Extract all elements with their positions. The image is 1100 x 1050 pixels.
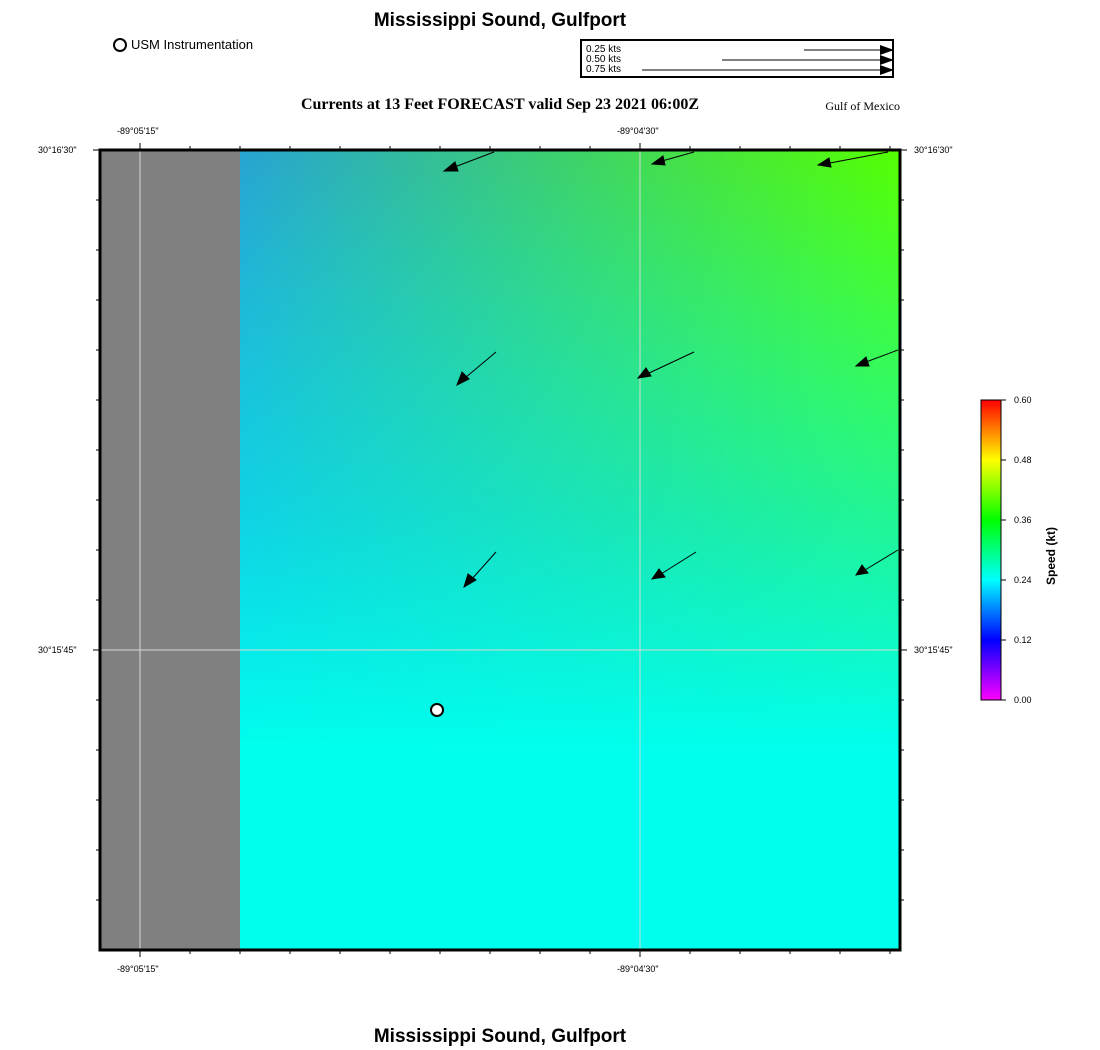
- vector-scale-label-1: 0.25 kts: [586, 44, 622, 55]
- colorbar-tick-label: 0.24: [1014, 575, 1032, 585]
- map-title: Mississippi Sound, Gulfport: [373, 10, 627, 31]
- colorbar-tick-label: 0.12: [1014, 635, 1032, 645]
- colorbar: [981, 400, 1001, 700]
- station-marker: [431, 704, 443, 716]
- lon-label-bottom-2: -89°04'30": [617, 964, 659, 974]
- colorbar-tick-label: 0.60: [1014, 395, 1032, 405]
- lon-label-top-1: -89°05'15": [117, 126, 159, 136]
- colorbar-title: Speed (kt): [1044, 526, 1058, 585]
- footer-title: Mississippi Sound, Gulfport: [373, 1026, 627, 1047]
- colorbar-tick-label: 0.00: [1014, 695, 1032, 705]
- forecast-title: Currents at 13 Feet FORECAST valid Sep 23 2021 06:00Z: [300, 96, 700, 113]
- lon-label-bottom-1: -89°05'15": [117, 964, 159, 974]
- lon-label-top-2: -89°04'30": [617, 126, 659, 136]
- vector-scale-label-3: 0.75 kts: [586, 64, 622, 75]
- land-area: [100, 150, 240, 950]
- lat-label-left-1: 30°16'30": [38, 145, 77, 155]
- lat-label-left-2: 30°15'45": [38, 645, 77, 655]
- station-legend-label: USM Instrumentation: [131, 37, 254, 52]
- colorbar-ticks: [1001, 400, 1006, 700]
- colorbar-tick-label: 0.36: [1014, 515, 1032, 525]
- lat-label-right-1: 30°16'30": [914, 145, 953, 155]
- lat-label-right-2: 30°15'45": [914, 645, 953, 655]
- region-label: Gulf of Mexico: [825, 99, 900, 113]
- vector-scale-label-2: 0.50 kts: [586, 54, 622, 65]
- colorbar-tick-label: 0.48: [1014, 455, 1032, 465]
